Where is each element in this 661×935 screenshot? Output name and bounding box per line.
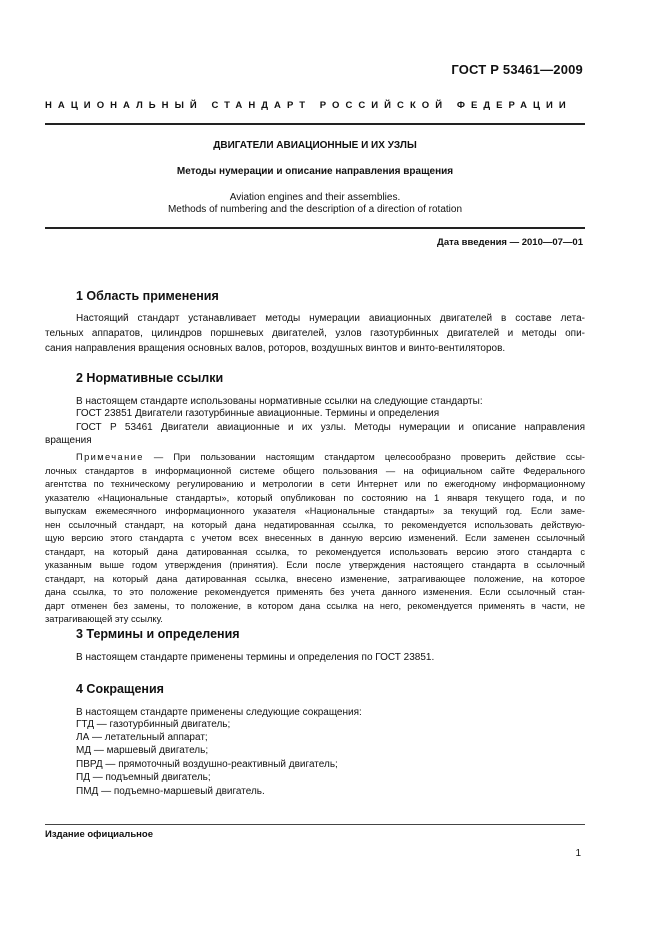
section-1-line: Настоящий стандарт устанавливает методы нумерации авиационных двигателей в составе лета-	[76, 313, 585, 324]
standard-number: ГОСТ Р 53461—2009	[451, 62, 583, 77]
effective-date: Дата введения — 2010—07—01	[437, 237, 583, 248]
abbreviation-item: ПМД — подъемно-маршевый двигатель.	[76, 786, 265, 797]
note-line: выпускам ежемесячного информационного указателя «Национальные стандарты» за текущий год. Если заме-	[45, 506, 585, 516]
note-line: дана ссылка, то это положение рекомендуется применять без учета данного изменения. Если ссылочный стан-	[45, 587, 585, 597]
abbreviation-item: ПД — подъемный двигатель;	[76, 772, 211, 783]
reference-gost-23851: ГОСТ 23851 Двигатели газотурбинные авиационные. Термины и определения	[76, 408, 440, 419]
title-divider	[45, 227, 585, 229]
note-line: указанным выше годом утверждения (принятия). Если после утверждения настоящего стандарта в ссылочный	[45, 560, 585, 570]
section-4-intro: В настоящем стандарте применены следующие сокращения:	[76, 707, 362, 718]
english-title-line-2: Methods of numbering and the description of a direction of rotation	[167, 204, 463, 215]
abbreviation-item: ЛА — летательный аппарат;	[76, 732, 208, 743]
english-title-line-1: Aviation engines and their assemblies.	[229, 192, 401, 203]
note-line: лочных стандартов в информационной системе общего пользования — на официальном сайте Федерального	[45, 465, 585, 476]
document-subtitle: Методы нумерации и описание направления вращения	[176, 166, 454, 177]
note-label: Примечание	[76, 452, 144, 462]
official-edition-label: Издание официальное	[45, 829, 153, 840]
note-line: щую версию этого стандарта с учетом всех внесенных в данную версию изменений. Если заменен ссылочный	[45, 533, 585, 543]
note-text: — При пользовании настоящим стандартом целесообразно проверить действие ссы-	[143, 452, 585, 462]
section-1-line: сания направления вращения основных валов, роторов, воздушных винтов и винто-вентиляторов.	[45, 343, 506, 354]
abbreviation-item: ГТД — газотурбинный двигатель;	[76, 719, 231, 730]
reference-line: вращения	[45, 435, 92, 446]
section-3-text: В настоящем стандарте применены термины и определения по ГОСТ 23851.	[76, 652, 435, 663]
section-1-heading: 1 Область применения	[76, 289, 219, 303]
note-line: стандарт, на который дана датированная ссылка, внесено изменение, затрагивающее положение, на которое	[45, 573, 585, 584]
page-number: 1	[575, 848, 581, 859]
section-1-line: тельных аппаратов, цилиндров поршневых двигателей, узлов газотурбинных двигателей и методы опи-	[45, 328, 585, 339]
abbreviation-item: ПВРД — прямоточный воздушно-реактивный двигатель;	[76, 759, 338, 770]
national-standard-title: НАЦИОНАЛЬНЫЙ СТАНДАРТ РОССИЙСКОЙ ФЕДЕРАЦИИ	[45, 100, 572, 111]
top-divider	[45, 123, 585, 125]
section-2-note	[45, 451, 585, 627]
reference-gost-53461	[45, 420, 585, 448]
section-2-heading: 2 Нормативные ссылки	[76, 371, 224, 385]
section-4-heading: 4 Сокращения	[76, 682, 164, 696]
section-3-heading: 3 Термины и определения	[76, 627, 240, 641]
reference-line: ГОСТ Р 53461 Двигатели авиационные и их узлы. Методы нумерации и описание направления	[76, 422, 585, 433]
note-line: агентства по техническому регулированию и метрологии в сети Интернет или по ежегодному информационному	[45, 479, 585, 489]
note-line: дарт отменен без замены, то положение, в котором дана ссылка на него, рекомендуется применять в части, не	[45, 600, 585, 611]
note-line: нен ссылочный стандарт, на который дана недатированная ссылка, то рекомендуется использовать действую-	[45, 519, 585, 530]
note-line: стандарт, на который дана датированная ссылка, то рекомендуется использовать версию этого стандарта с	[45, 546, 585, 557]
note-line: затрагивающей эту ссылку.	[45, 614, 163, 624]
footer-divider	[45, 824, 585, 825]
section-2-intro: В настоящем стандарте использованы нормативные ссылки на следующие стандарты:	[76, 396, 483, 407]
section-1-paragraph	[45, 311, 585, 356]
abbreviation-item: МД — маршевый двигатель;	[76, 745, 209, 756]
note-first-line	[45, 451, 585, 465]
note-line: указателю «Национальные стандарты», который опубликован по состоянию на 1 января текущего года, и по	[45, 492, 585, 503]
document-title: ДВИГАТЕЛИ АВИАЦИОННЫЕ И ИХ УЗЛЫ	[213, 140, 417, 151]
